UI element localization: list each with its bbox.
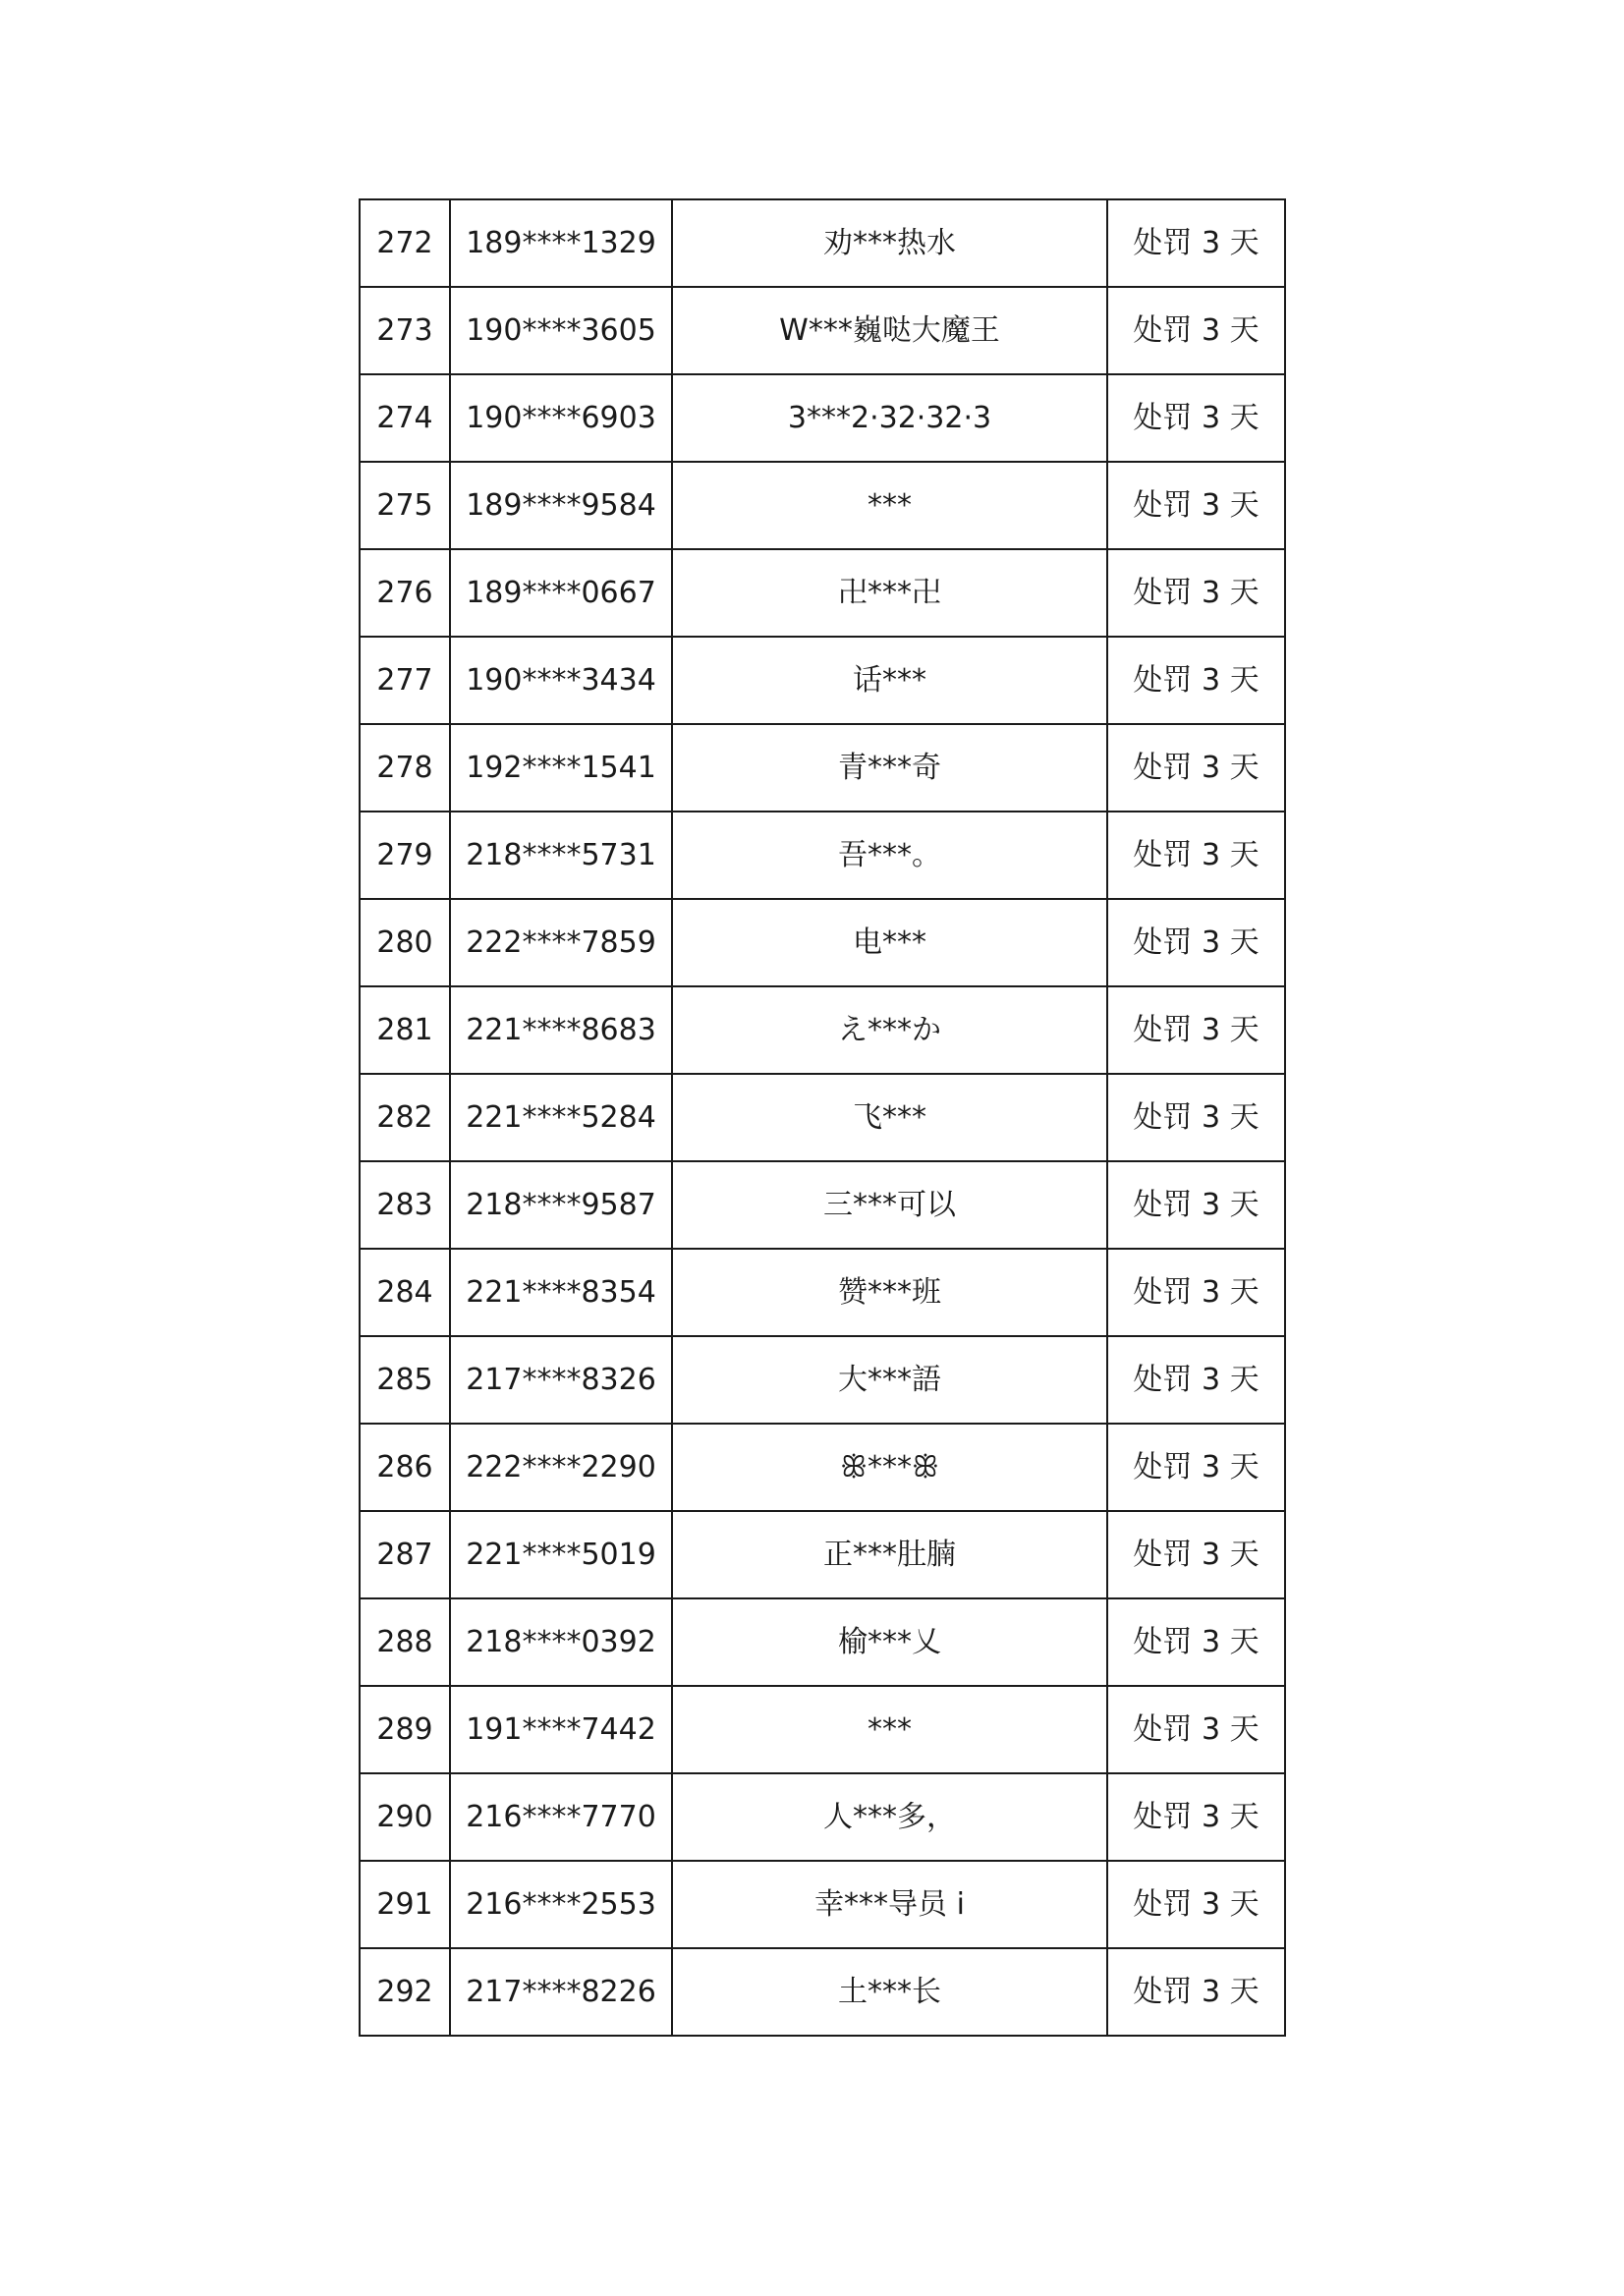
row-status: 处罚 3 天: [1107, 899, 1285, 986]
row-status: 处罚 3 天: [1107, 1773, 1285, 1861]
row-phone: 189****1329: [450, 199, 672, 287]
row-index: 278: [360, 724, 450, 812]
table-row: [360, 1074, 1285, 1161]
row-status: 处罚 3 天: [1107, 1511, 1285, 1598]
table-row: [360, 1249, 1285, 1336]
row-nickname: 飞***: [672, 1074, 1107, 1161]
table-row: [360, 1598, 1285, 1686]
row-index: 274: [360, 374, 450, 462]
row-status: 处罚 3 天: [1107, 462, 1285, 549]
row-nickname: 卍***卍: [672, 549, 1107, 637]
row-nickname: 赞***班: [672, 1249, 1107, 1336]
row-index: 289: [360, 1686, 450, 1773]
row-nickname: 3***2·32·32·3: [672, 374, 1107, 462]
table-row: [360, 986, 1285, 1074]
row-nickname: 土***长: [672, 1948, 1107, 2036]
row-index: 282: [360, 1074, 450, 1161]
row-phone: 191****7442: [450, 1686, 672, 1773]
table-row: [360, 1424, 1285, 1511]
table-row: [360, 1686, 1285, 1773]
row-status: 处罚 3 天: [1107, 1948, 1285, 2036]
table-row: [360, 462, 1285, 549]
row-phone: 221****8354: [450, 1249, 672, 1336]
table-row: [360, 1336, 1285, 1424]
row-index: 279: [360, 812, 450, 899]
table-row: [360, 287, 1285, 374]
row-status: 处罚 3 天: [1107, 812, 1285, 899]
row-index: 273: [360, 287, 450, 374]
row-index: 286: [360, 1424, 450, 1511]
row-phone: 217****8326: [450, 1336, 672, 1424]
row-index: 285: [360, 1336, 450, 1424]
row-phone: 217****8226: [450, 1948, 672, 2036]
row-nickname: 话***: [672, 637, 1107, 724]
table-row: [360, 724, 1285, 812]
row-index: 291: [360, 1861, 450, 1948]
row-phone: 192****1541: [450, 724, 672, 812]
row-index: 272: [360, 199, 450, 287]
row-phone: 190****3434: [450, 637, 672, 724]
table-row: [360, 374, 1285, 462]
row-phone: 218****0392: [450, 1598, 672, 1686]
row-index: 288: [360, 1598, 450, 1686]
row-nickname: え***か: [672, 986, 1107, 1074]
row-status: 处罚 3 天: [1107, 1686, 1285, 1773]
row-status: 处罚 3 天: [1107, 1861, 1285, 1948]
row-phone: 190****6903: [450, 374, 672, 462]
row-nickname: 三***可以: [672, 1161, 1107, 1249]
row-nickname: 正***肚腩: [672, 1511, 1107, 1598]
row-index: 283: [360, 1161, 450, 1249]
table-row: [360, 812, 1285, 899]
row-index: 275: [360, 462, 450, 549]
row-status: 处罚 3 天: [1107, 1249, 1285, 1336]
row-nickname: 大***語: [672, 1336, 1107, 1424]
row-index: 287: [360, 1511, 450, 1598]
row-nickname: 榆***乂: [672, 1598, 1107, 1686]
row-status: 处罚 3 天: [1107, 549, 1285, 637]
table-row: [360, 549, 1285, 637]
row-phone: 216****2553: [450, 1861, 672, 1948]
row-status: 处罚 3 天: [1107, 287, 1285, 374]
row-nickname: 幸***导员 i: [672, 1861, 1107, 1948]
table-row: [360, 899, 1285, 986]
table-row: [360, 1773, 1285, 1861]
row-nickname: 青***奇: [672, 724, 1107, 812]
row-index: 281: [360, 986, 450, 1074]
table-row: [360, 1161, 1285, 1249]
row-status: 处罚 3 天: [1107, 1074, 1285, 1161]
row-nickname: ***: [672, 1686, 1107, 1773]
row-phone: 222****2290: [450, 1424, 672, 1511]
row-index: 276: [360, 549, 450, 637]
row-nickname: ꕥ***ꕥ: [672, 1424, 1107, 1511]
row-status: 处罚 3 天: [1107, 374, 1285, 462]
penalty-table-body: [360, 199, 1285, 2036]
row-status: 处罚 3 天: [1107, 724, 1285, 812]
row-nickname: W***巍哒大魔王: [672, 287, 1107, 374]
row-phone: 189****0667: [450, 549, 672, 637]
table-row: [360, 1948, 1285, 2036]
row-index: 290: [360, 1773, 450, 1861]
row-index: 280: [360, 899, 450, 986]
row-phone: 221****8683: [450, 986, 672, 1074]
row-phone: 221****5284: [450, 1074, 672, 1161]
row-nickname: 吾***。: [672, 812, 1107, 899]
row-phone: 222****7859: [450, 899, 672, 986]
row-status: 处罚 3 天: [1107, 986, 1285, 1074]
row-nickname: 电***: [672, 899, 1107, 986]
row-phone: 189****9584: [450, 462, 672, 549]
row-nickname: ***: [672, 462, 1107, 549]
row-nickname: 劝***热水: [672, 199, 1107, 287]
table-row: [360, 199, 1285, 287]
row-phone: 218****9587: [450, 1161, 672, 1249]
row-index: 277: [360, 637, 450, 724]
row-phone: 218****5731: [450, 812, 672, 899]
row-phone: 190****3605: [450, 287, 672, 374]
row-status: 处罚 3 天: [1107, 637, 1285, 724]
penalty-table: [359, 198, 1286, 2037]
row-index: 292: [360, 1948, 450, 2036]
row-index: 284: [360, 1249, 450, 1336]
row-phone: 221****5019: [450, 1511, 672, 1598]
row-nickname: 人***多，: [672, 1773, 1107, 1861]
row-status: 处罚 3 天: [1107, 1161, 1285, 1249]
row-status: 处罚 3 天: [1107, 199, 1285, 287]
row-phone: 216****7770: [450, 1773, 672, 1861]
table-row: [360, 1861, 1285, 1948]
table-row: [360, 637, 1285, 724]
row-status: 处罚 3 天: [1107, 1598, 1285, 1686]
row-status: 处罚 3 天: [1107, 1336, 1285, 1424]
row-status: 处罚 3 天: [1107, 1424, 1285, 1511]
table-row: [360, 1511, 1285, 1598]
